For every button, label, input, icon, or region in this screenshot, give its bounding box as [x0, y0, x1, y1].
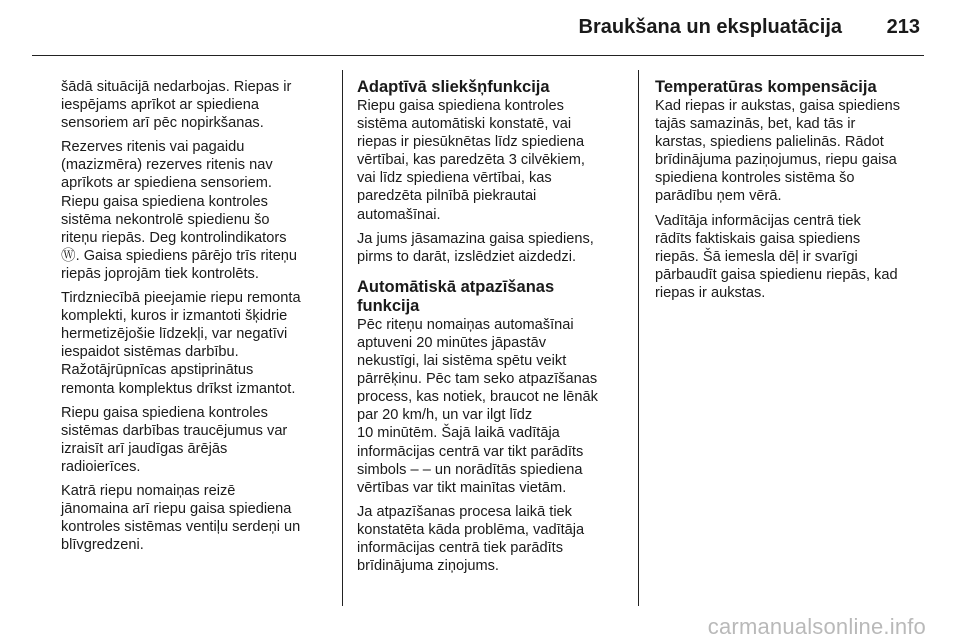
paragraph: Pēc riteņu nomaiņas automašīnai aptuveni 20 minūtes jāpastāv nekustīgi, lai sistēma spētu veikt pārrēķinu. Pēc tam seko atpazīšanas process, kas notiek, braucot ne lēnāk par 20 km/h, un var ilgt līdz 10 minūtēm. Šajā laikā vadītāja informācijas centrā var tikt parādīts simbols ‒ ‒ un norādītās spiediena vērtības var tikt mainītas vietām.: [357, 316, 598, 496]
paragraph: Rezerves ritenis vai pagaidu (mazizmēra) rezerves ritenis nav aprīkots ar spiediena sensoriem. Riepu gaisa spiediena kontroles sistēma nekontrolē spiedienu šo riteņu riepās. Deg kontrolindikators Ⓦ. Gaisa spiediens pārējo trīs riteņu riepās joprojām tiek kontrolēts.: [61, 139, 298, 282]
paragraph: Kad riepas ir aukstas, gaisa spiediens tajās samazinās, bet, kad tās ir karstas, spiediens palielinās. Rādot brīdinājuma paziņojumus, riepu gaisa spiediena kontroles sistēma šo parādību ņem vērā.: [655, 98, 900, 205]
paragraph: Ja jums jāsamazina gaisa spiediens, pirms to darāt, izslēdziet aizdedzi.: [357, 230, 594, 265]
watermark: carmanualsonline.info: [707, 614, 926, 639]
paragraph: Tirdzniecībā pieejamie riepu remonta komplekti, kuros ir izmantoti šķidrie hermetizējošie līdzekļi, var negatīvi iespaidot sistēmas darbību. Ražotājrūpnīcas apstiprinātus remonta komplektus drīkst izmantot.: [61, 290, 301, 397]
header-title: Braukšana un ekspluatācija: [578, 16, 842, 38]
column-divider: [342, 70, 343, 606]
section-heading-adaptive-threshold: Adaptīvā sliekšņfunkcija: [357, 78, 550, 96]
section-heading-auto-recognition: Automātiskā atpazīšanas funkcija: [357, 277, 555, 315]
column-2: [357, 78, 635, 581]
paragraph: Katrā riepu nomaiņas reizē jānomaina arī riepu gaisa spiediena kontroles sistēmas ventiļu serdeņi un blīvgredzeni.: [61, 482, 301, 554]
page-header: [0, 0, 960, 58]
section-heading-temperature-compensation: Temperatūras kompensācija: [655, 78, 877, 96]
paragraph: Vadītāja informācijas centrā tiek rādīts faktiskais gaisa spiediens riepās. Šā iemesla dēļ ir svarīgi pārbaudīt gaisa spiedienu riepās, kad riepas ir aukstas.: [655, 212, 898, 301]
column-3: [655, 78, 930, 308]
paragraph: Riepu gaisa spiediena kontroles sistēmas darbības traucējumus var izraisīt arī jaudīgas ārējās radioierīces.: [61, 404, 288, 475]
page-number: 213: [886, 16, 920, 38]
paragraph: šādā situācijā nedarbojas. Riepas ir iespējams aprīkot ar spiediena sensoriem arī pēc nopirkšanas.: [61, 79, 292, 132]
paragraph: Riepu gaisa spiediena kontroles sistēma automātiski konstatē, vai riepas ir piesūknētas līdz spiediena vērtībai, kas paredzēta 3 cilvēkiem, vai līdz spiediena vērtībai, kas paredzēta pilnībā piekrautai automašīnai.: [357, 98, 585, 223]
column-1: [61, 78, 331, 560]
column-divider: [638, 70, 639, 606]
header-rule: [32, 55, 924, 56]
paragraph: Ja atpazīšanas procesa laikā tiek konstatēta kāda problēma, vadītāja informācijas centrā tiek parādīts brīdinājuma ziņojums.: [357, 503, 585, 575]
